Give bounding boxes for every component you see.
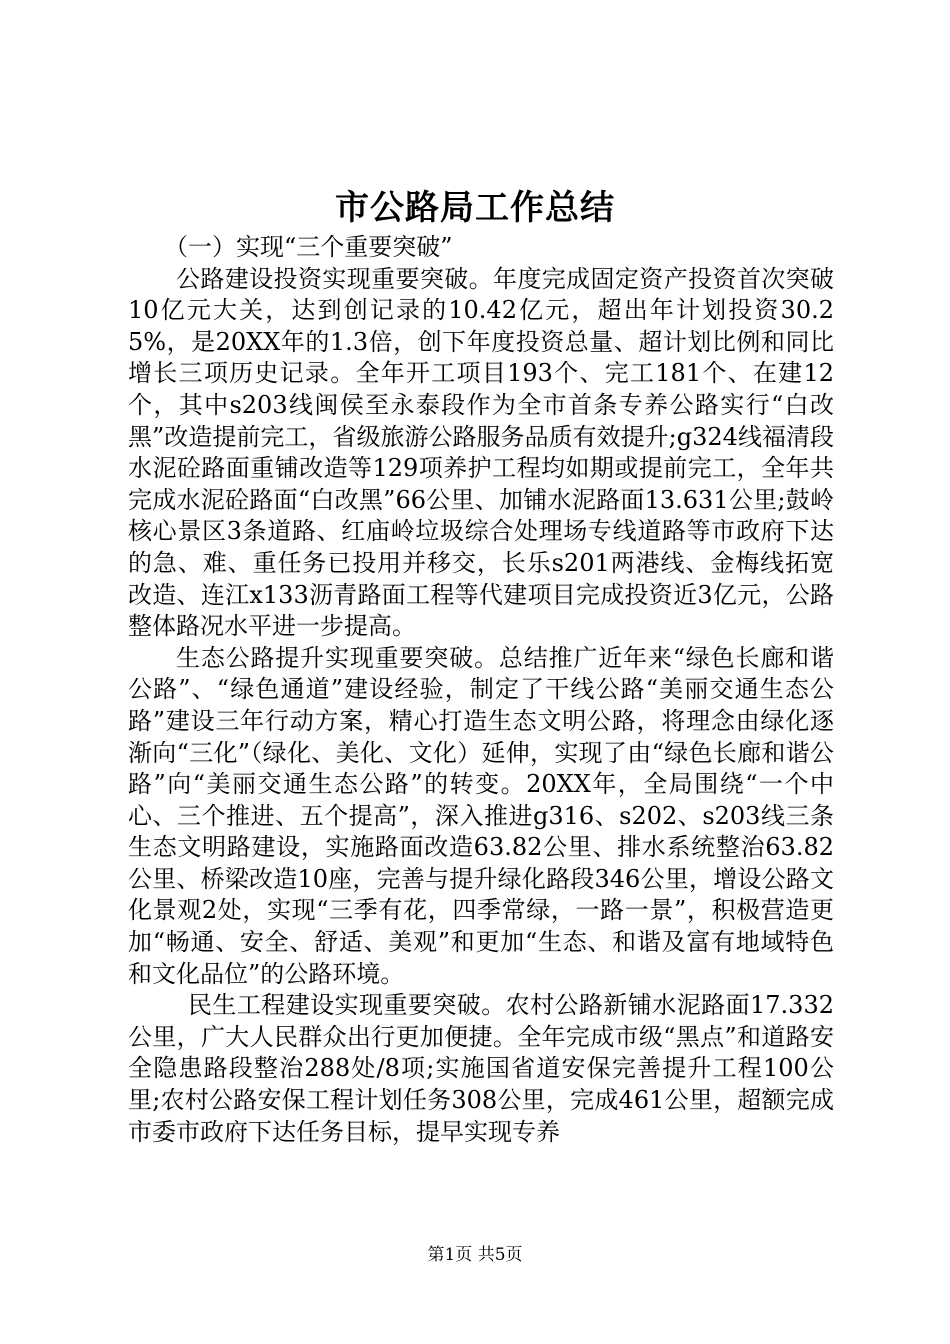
paragraph-ecological-highway: 生态公路提升实现重要突破。总结推广近年来“绿色长廊和谐公路”、“绿色通道”建设经验，制定了干线公路“美丽交通生态公路”建设三年行动方案，精心打造生态文明公路，将理念由绿化逐渐向“三化”（绿化、美化、文化）延伸，实现了由“绿色长廊和谐公路”向“美丽交通生态公路”的转变。20XX年，全局围绕“一个中心、三个推进、五个提高”，深入推进g316、s202、s203线三条生态文明路建设，实施路面改造63.82公里、排水系统整治63.82公里、桥梁改造10座，完善与提升绿化路段346公里，增设公路文化景观2处，实现“三季有花，四季常绿，一路一景”，积极营造更加“畅通、安全、舒适、美观”和更加“生态、和谐及富有地域特色和文化品位”的公路环境。 bbox=[128, 643, 834, 988]
document-body bbox=[128, 232, 834, 1148]
section-heading: （一）实现“三个重要突破” bbox=[164, 233, 453, 261]
paragraph-highway-investment: 公路建设投资实现重要突破。年度完成固定资产投资首次突破10亿元大关，达到创记录的10.42亿元，超出年计划投资30.25%，是20XX年的1.3倍，创下年度投资总量、超计划比例和同比增长三项历史记录。全年开工项目193个、完工181个、在建12个，其中s203线闽侯至永泰段作为全市首条专养公路实行“白改黑”改造提前完工，省级旅游公路服务品质有效提升;g324线福清段水泥砼路面重铺改造等129项养护工程均如期或提前完工，全年共完成水泥砼路面“白改黑”66公里、加铺水泥路面13.631公里;鼓岭核心景区3条道路、红庙岭垃圾综合处理场专线道路等市政府下达的急、难、重任务已投用并移交，长乐s201两港线、金梅线拓宽改造、连江x133沥青路面工程等代建项目完成投资近3亿元，公路整体路况水平进一步提高。 bbox=[128, 264, 834, 641]
paragraph-livelihood-projects: 民生工程建设实现重要突破。农村公路新铺水泥路面17.332公里，广大人民群众出行更加便捷。全年完成市级“黑点”和道路安全隐患路段整治288处/8项;实施国省道安保完善提升工程100公里;农村公路安保工程计划任务308公里，完成461公里，超额完成市委市政府下达任务目标，提早实现专养 bbox=[128, 991, 834, 1146]
page-number-footer: 第1页 共5页 bbox=[427, 1245, 523, 1265]
document-title: 市公路局工作总结 bbox=[335, 188, 615, 228]
